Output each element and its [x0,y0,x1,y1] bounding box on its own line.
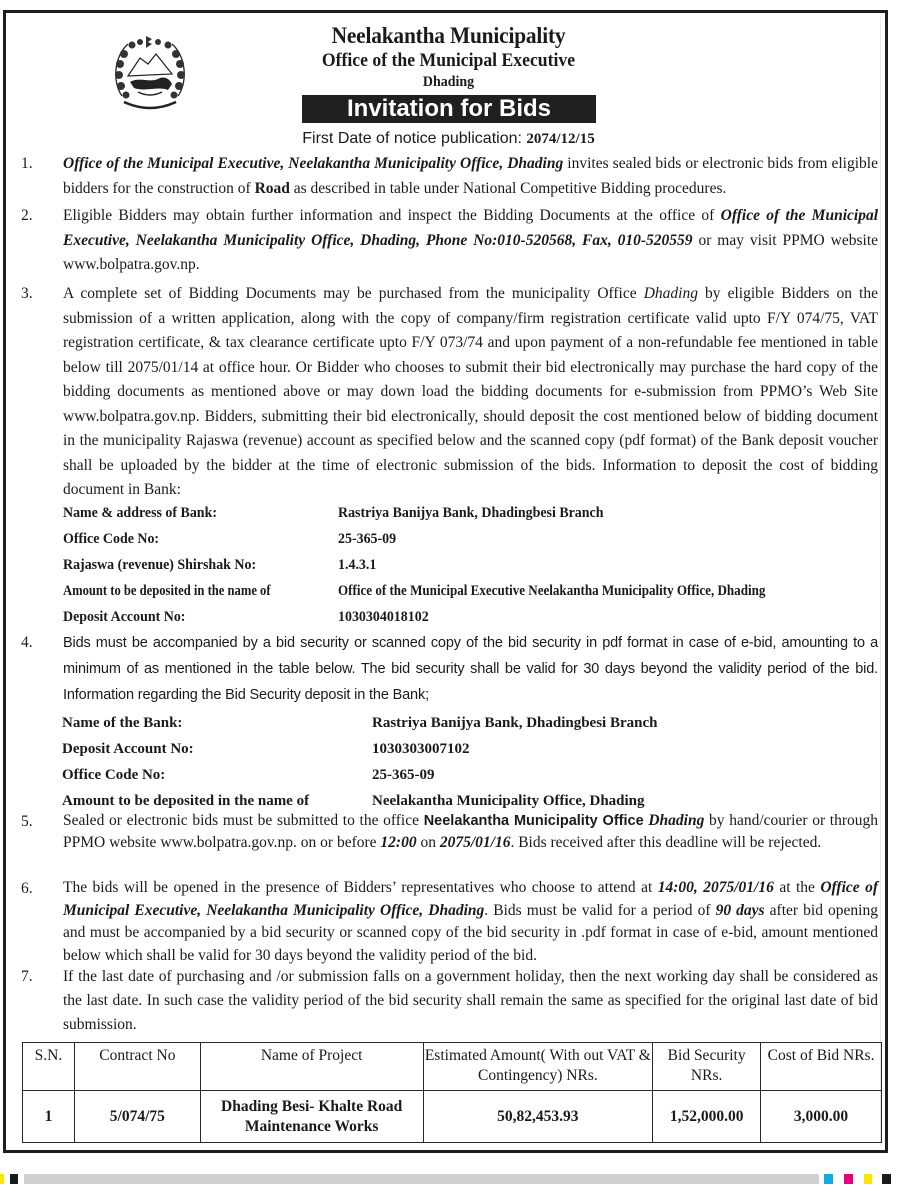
bank1-value: Rastriya Banijya Bank, Dhadingbesi Branch [338,505,604,521]
item-5-number: 5. [21,813,33,830]
cell-bid-security: 1,52,000.00 [653,1091,761,1143]
bank2-label: Deposit Account No: [62,741,194,757]
bank2-value: Neelakantha Municipality Office, Dhading [372,793,645,809]
item-2-body: Eligible Bidders may obtain further information and inspect the Bidding Documents at the office of [63,207,721,224]
item-1-body-end: as described in table under National Competitive Bidding procedures. [289,179,727,197]
publication-date-line [6,130,891,148]
print-mark-yellow [0,1174,4,1184]
print-mark-cyan [824,1174,833,1184]
item-5-body-mid: by hand/courier or through PPMO website www.bolpatra.gov.np. on or before [63,812,878,851]
item-5-time: 12:00 [380,834,417,851]
item-6-validity: 90 days [715,901,765,919]
cell-estimated-amount: 50,82,453.93 [423,1091,653,1143]
municipality-name: Neelakantha Municipality [331,23,566,48]
item-6-number: 6. [21,880,33,897]
bank2-label: Office Code No: [62,767,166,783]
col-sn: S.N. [23,1043,75,1091]
item-2-text [63,204,878,278]
publication-label: First Date of notice publication: [302,130,522,147]
print-mark-magenta [844,1174,853,1184]
item-5-office: Neelakantha Municipality Office [423,813,644,829]
item-6-body-mid: . Bids must be valid for a period of [484,901,716,919]
item-6-at: at the [773,879,821,896]
bank2-label: Name of the Bank: [62,715,183,731]
print-color-bar [24,1174,819,1184]
cell-contract-no: 5/074/75 [74,1091,200,1143]
item-6-datetime: 14:00, 2075/01/16 [657,879,774,896]
publication-date: 2074/12/15 [526,131,595,147]
col-project-name: Name of Project [200,1043,423,1091]
district-name: Dhading [422,74,475,90]
item-1-office: Office of the Municipal Executive, Neelakantha Municipality Office, Dhading [63,155,564,172]
col-bid-security: Bid Security NRs. [653,1043,761,1091]
bank1-label: Amount to be deposited in the name of [63,583,271,599]
item-1-road: Road [254,179,290,197]
bank2-value: 25-365-09 [372,767,435,783]
item-3-text [63,282,878,503]
bank1-label: Name & address of Bank: [63,505,217,521]
notice-frame [3,10,888,1153]
bank2-label: Amount to be deposited in the name of [62,793,310,809]
item-7-text: If the last date of purchasing and /or submission falls on a government holiday, then the next working day shall be considered as the last date. In such case the validity period of the bid security shall remain the same as specified for the original last date of bid submission. [63,968,878,1033]
table-row [23,1091,882,1143]
item-3-body-end: by eligible Bidders on the submission of a written application, along with the copy of company/firm registration certificate valid upto F/Y 074/75, VAT registration certificate, & tax clearance certificate upto F/Y 073/74 and upon payment of a non-refundable fee mentioned in table below till 2075/01/14 at office hour. Or Bidder who chooses to submit their bid electronically may purchase the hard copy of the bidding documents as mentioned above or may down load the bidding documents for e-submission from PPMO’s Web Site www.bolpatra.gov.np. Bidders, submitting their bid electronically, should deposit the cost mentioned below of bidding document in the municipality Rajaswa (revenue) account as specified below and the scanned copy (pdf format) of the Bank deposit voucher shall be uploaded by the bidder at the time of electronic submission of the bids. Information to deposit the cost of bidding document in Bank: [63,285,878,498]
item-5-place: Dhading [648,812,705,829]
col-contract-no: Contract No [74,1043,200,1091]
bank1-value: 1.4.3.1 [338,557,377,573]
item-6-body: The bids will be opened in the presence of Bidders’ representatives who choose to attend at [63,879,658,896]
item-2-number: 2. [21,207,33,224]
bank1-label: Office Code No: [63,531,160,547]
cell-project-name: Dhading Besi- Khalte Road Maintenance Works [200,1091,423,1143]
cell-sn: 1 [23,1091,75,1143]
item-5-text [63,810,878,854]
office-name: Office of the Municipal Executive [321,50,576,71]
bank1-value: 1030304018102 [338,609,429,625]
item-3-body: A complete set of Bidding Documents may be purchased from the municipality Office [63,285,644,302]
item-1-body: invites sealed bids or electronic bids from eligible bidders for the construction of [63,155,878,197]
print-mark-black [10,1174,18,1184]
cell-cost-of-bid: 3,000.00 [761,1091,882,1143]
item-6-body-end: after bid opening and must be accompanied by a bid security or scanned copy of the bid security in .pdf format in case of e-bid, amount mentioned below which shall be valid for 30 days beyond the validity period of the bid. [63,901,878,964]
item-5-body: Sealed or electronic bids must be submitted to the office [63,812,424,829]
item-7-number: 7. [21,968,33,985]
col-estimated-amount: Estimated Amount( With out VAT & Contingency) NRs. [423,1043,653,1091]
bank1-value: 25-365-09 [338,531,397,547]
bank1-value: Office of the Municipal Executive Neelakantha Municipality Office, Dhading [338,583,766,599]
table-header-row [23,1043,882,1091]
item-3-number: 3. [21,285,33,302]
item-6-office: Office of Municipal Executive, Neelakantha Municipality Office, Dhading [63,879,879,919]
item-4-text: Bids must be accompanied by a bid security or scanned copy of the bid security in pdf format in case of e-bid, amounting to a minimum of as mentioned in the table below. The bid security shall be valid for 30 days beyond the validity period of the bid. Information regarding the Bid Security deposit in the Bank; [63,635,878,703]
item-2-contact: Office of the Municipal Executive, Neelakantha Municipality Office, Dhading, Phone No:010-520568, Fax, 010-520559 [63,207,879,249]
item-6-text [63,877,878,967]
col-cost-of-bid: Cost of Bid NRs. [761,1043,882,1091]
bank2-value: Rastriya Banijya Bank, Dhadingbesi Branch [372,715,658,731]
item-4-number: 4. [21,634,33,651]
item-2-website: or may visit PPMO website www.bolpatra.gov.np. [63,231,878,273]
print-mark-yellow [864,1174,872,1184]
invitation-banner: Invitation for Bids [302,95,596,123]
bank1-label: Rajaswa (revenue) Shirshak No: [63,557,257,573]
item-1-text [63,152,878,201]
bid-table [22,1042,882,1143]
bank1-label: Deposit Account No: [63,609,186,625]
item-3-place: Dhading [643,285,698,302]
item-5-body-end: . Bids received after this deadline will be rejected. [510,834,822,851]
item-5-date: 2075/01/16 [439,834,511,851]
print-mark-black [882,1174,891,1184]
item-1-number: 1. [21,155,33,172]
bank2-value: 1030303007102 [372,741,470,757]
item-5-on: on [416,834,440,851]
